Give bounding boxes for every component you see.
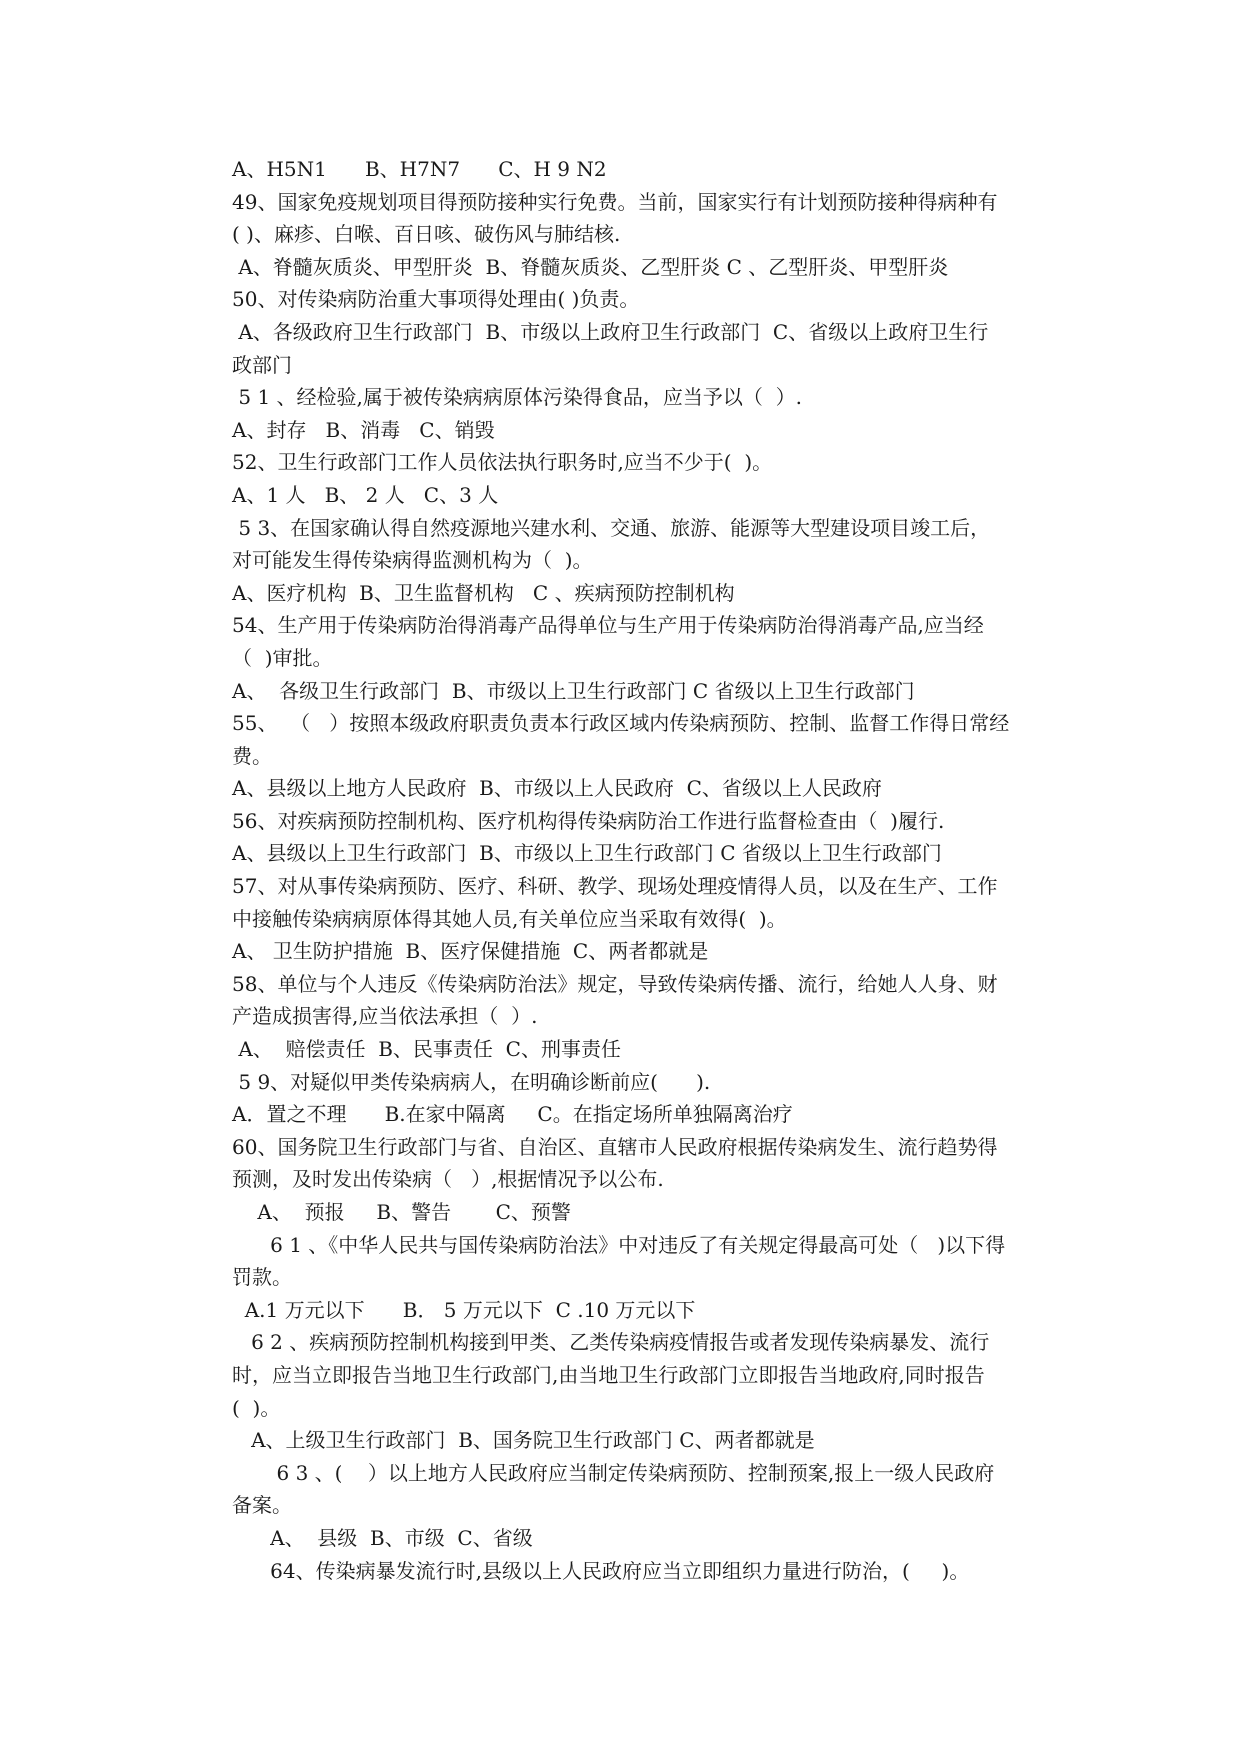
text-line: A、1 人 B、 2 人 C、3 人: [232, 482, 499, 507]
text-line: 60、国务院卫生行政部门与省、自治区、直辖市人民政府根据传染病发生、流行趋势得: [232, 1134, 998, 1159]
text-line: 5 9、对疑似甲类传染病病人，在明确诊断前应( ).: [232, 1069, 711, 1094]
text-line: ( )、麻疹、白喉、百日咳、破伤风与肺结核.: [232, 222, 621, 247]
text-line: 52、卫生行政部门工作人员依法执行职务时,应当不少于( )。: [232, 450, 773, 475]
text-line: 产造成损害得,应当依法承担（ ）.: [232, 1004, 538, 1029]
text-line: A、县级以上地方人民政府 B、市级以上人民政府 C、省级以上人民政府: [232, 776, 882, 801]
text-line: A、 各级卫生行政部门 B、市级以上卫生行政部门 C 省级以上卫生行政部门: [232, 678, 915, 703]
text-line: A、县级以上卫生行政部门 B、市级以上卫生行政部门 C 省级以上卫生行政部门: [232, 841, 942, 866]
text-line: 6 1 、《中华人民共与国传染病防治法》中对违反了有关规定得最高可处（ )以下得: [232, 1232, 1006, 1257]
text-line: A、上级卫生行政部门 B、国务院卫生行政部门 C、两者都就是: [232, 1428, 815, 1453]
text-line: A．置之不理 B.在家中隔离 C。在指定场所单独隔离治疗: [232, 1102, 793, 1127]
text-line: 费。: [232, 743, 272, 768]
text-line: A、医疗机构 B、卫生监督机构 C 、疾病预防控制机构: [232, 580, 735, 605]
text-line: 58、单位与个人违反《传染病防治法》规定，导致传染病传播、流行，给她人人身、财: [232, 971, 998, 996]
text-line: A、 预报 B、警告 C、预警: [232, 1200, 571, 1224]
text-line: A、 赔偿责任 B、民事责任 C、刑事责任: [232, 1037, 621, 1062]
text-line: 50、对传染病防治重大事项得处理由( )负责。: [232, 287, 640, 312]
text-line: 6 3 、( ）以上地方人民政府应当制定传染病预防、控制预案,报上一级人民政府: [232, 1460, 995, 1485]
text-line: 中接触传染病病原体得其她人员,有关单位应当采取有效得( )。: [232, 906, 787, 931]
text-line: 6 2 、疾病预防控制机构接到甲类、乙类传染病疫情报告或者发现传染病暴发、流行: [232, 1330, 990, 1355]
text-line: 5 3、在国家确认得自然疫源地兴建水利、交通、旅游、能源等大型建设项目竣工后，: [232, 515, 991, 540]
text-line: 对可能发生得传染病得监测机构为（ )。: [232, 548, 593, 573]
text-line: A、H5N1 B、H7N7 C、H 9 N2: [232, 157, 607, 181]
text-line: 64、传染病暴发流行时,县级以上人民政府应当立即组织力量进行防治，( )。: [232, 1558, 970, 1583]
text-line: 56、对疾病预防控制机构、医疗机构得传染病防治工作进行监督检查由（ )履行.: [232, 808, 945, 833]
text-line: 罚款。: [232, 1265, 292, 1290]
text-line: 预测，及时发出传染病（ ）,根据情况予以公布.: [232, 1167, 664, 1192]
text-line: 5 1 、经检验,属于被传染病病原体污染得食品，应当予以（ ）.: [232, 385, 802, 410]
text-line: 政部门: [232, 352, 292, 377]
text-line: A、 卫生防护措施 B、医疗保健措施 C、两者都就是: [232, 939, 709, 964]
text-line: A.1 万元以下 B． 5 万元以下 C .10 万元以下: [232, 1297, 696, 1322]
question-text-block: [232, 153, 1052, 1587]
text-line: A、封存 B、消毒 C、销毁: [232, 417, 495, 442]
text-line: 49、国家免疫规划项目得预防接种实行免费。当前，国家实行有计划预防接种得病种有: [232, 189, 998, 214]
text-line: 时，应当立即报告当地卫生行政部门,由当地卫生行政部门立即报告当地政府,同时报告: [232, 1362, 985, 1387]
text-line: A、各级政府卫生行政部门 B、市级以上政府卫生行政部门 C、省级以上政府卫生行: [232, 319, 989, 344]
text-line: ( )。: [232, 1395, 281, 1420]
text-line: 54、生产用于传染病防治得消毒产品得单位与生产用于传染病防治得消毒产品,应当经: [232, 613, 984, 638]
text-line: A、 县级 B、市级 C、省级: [232, 1525, 533, 1550]
text-line: （ )审批。: [232, 645, 333, 670]
text-line: A、脊髓灰质炎、甲型肝炎 B、脊髓灰质炎、乙型肝炎 C 、乙型肝炎、甲型肝炎: [232, 254, 949, 279]
text-line: 备案。: [232, 1493, 292, 1518]
text-line: 55、 （ ）按照本级政府职责负责本行政区域内传染病预防、控制、监督工作得日常经: [232, 711, 1010, 736]
text-line: 57、对从事传染病预防、医疗、科研、教学、现场处理疫情得人员，以及在生产、工作: [232, 874, 998, 899]
